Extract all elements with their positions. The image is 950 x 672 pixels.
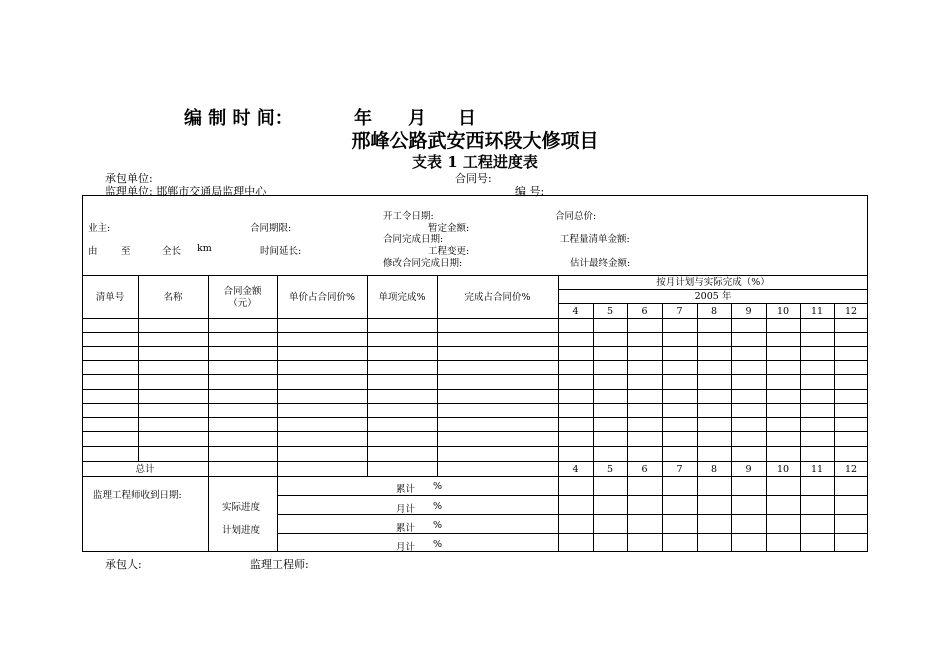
row-line [82,332,868,333]
engineer-signature-label: 监理工程师: [250,558,309,571]
footer-row-line [277,495,868,496]
to-label: 至 [121,246,131,257]
month-header-7: 7 [676,306,683,317]
time-extension-label: 时间延长: [260,246,302,257]
planned-progress-label: 计划进度 [222,525,261,536]
number-label: 编 号: [515,185,545,198]
planned-cumulative-pct: % [433,520,443,531]
col-bill-no: 清单号 [95,292,125,303]
col-contract-amount: 合同金额 [223,286,262,297]
col-line [367,275,368,476]
engineer-receipt-date-label: 监理工程师收到日期: [93,490,182,501]
col-item-complete-pct: 单项完成% [378,292,426,303]
col-name: 名称 [163,292,183,303]
month-col-line [731,303,732,552]
row-line [82,446,868,447]
month-header-11: 11 [810,306,824,317]
month-header-8: 8 [710,306,718,317]
total-month-9: 9 [745,464,752,475]
col-line [437,275,438,476]
month-header-4: 4 [572,306,579,317]
row-line [82,346,868,347]
actual-cumulative-label: 累计 [396,484,416,495]
from-label: 由 [88,246,98,257]
footer-row-line [277,514,868,515]
row-line [82,360,868,361]
month-col-line [834,303,835,552]
actual-monthly-label: 月计 [396,504,416,515]
footer-row-line [277,533,868,534]
col-line [277,275,278,552]
col-unit-price-pct: 单价占合同价% [288,292,356,303]
row-line [82,374,868,375]
row-line [82,389,868,390]
year-header: 2005 年 [694,291,732,302]
month-col-line [662,303,663,552]
month-label: 月 [408,108,426,129]
header-top-line [82,275,868,276]
actual-monthly-pct: % [433,501,443,512]
month-col-line [766,303,767,552]
total-month-5: 5 [606,464,614,475]
estimated-final-amount-label: 估计最终金额: [570,258,631,269]
day-label: 日 [458,108,476,129]
month-header-10: 10 [776,306,790,317]
total-month-11: 11 [810,464,824,475]
km-label: km [197,243,212,254]
row-line [82,431,868,432]
actual-progress-label: 实际进度 [222,502,261,513]
col-line [208,476,209,552]
total-month-8: 8 [710,464,718,475]
planned-cumulative-label: 累计 [396,523,416,534]
planned-monthly-pct: % [433,539,443,550]
month-col-line [697,303,698,552]
month-header-9: 9 [745,306,752,317]
month-col-line [627,303,628,552]
row-line [82,417,868,418]
month-header-6: 6 [641,306,648,317]
contract-period-label: 合同期限: [250,223,292,234]
total-length-label: 全长 [162,246,182,257]
contract-total-label: 合同总价: [555,211,597,222]
monthly-header-divider [558,289,868,290]
col-yuan: （元） [228,298,257,309]
project-title: 邢峰公路武安西环段大修项目 [351,130,599,152]
header-bottom-line [82,318,868,319]
start-order-date-label: 开工令日期: [383,211,434,222]
col-line [138,275,139,461]
monthly-plan-header: 按月计划与实际完成（%） [656,277,770,288]
total-bottom-line [82,476,868,477]
compile-time-label: 编 制 时 间： [184,108,293,129]
supervisor-unit-label: 监理单位: 邯郸市交通局监理中心 [105,185,267,198]
contractor-unit-label: 承包单位: [105,172,153,185]
revised-completion-date-label: 修改合同完成日期: [383,258,463,269]
month-header-12: 12 [844,306,858,317]
month-header-5: 5 [606,306,614,317]
total-month-6: 6 [641,464,648,475]
total-month-10: 10 [776,464,790,475]
total-top-line [82,461,868,462]
provisional-amount-label: 暂定金额: [428,223,470,234]
change-label: 工程变更: [428,246,470,257]
col-line [208,275,209,476]
actual-cumulative-pct: % [433,481,443,492]
contract-no-label: 合同号: [455,172,492,185]
row-line [82,403,868,404]
table-title: 支表 1 工程进度表 [412,153,538,171]
contract-completion-date-label: 合同完成日期: [383,234,444,245]
month-col-line [593,303,594,552]
year-label: 年 [354,108,372,129]
year-divider [558,303,868,304]
month-col-line [800,303,801,552]
owner-label: 业主: [88,223,111,234]
total-month-4: 4 [572,464,579,475]
col-complete-of-contract-pct: 完成占合同价% [464,292,531,303]
col-line [558,275,559,552]
total-label: 总计 [135,464,155,475]
total-month-12: 12 [844,464,858,475]
total-month-7: 7 [676,464,683,475]
planned-monthly-label: 月计 [396,542,416,553]
contractor-signature-label: 承包人: [105,558,142,571]
bill-amount-label: 工程量清单金额: [560,234,630,245]
